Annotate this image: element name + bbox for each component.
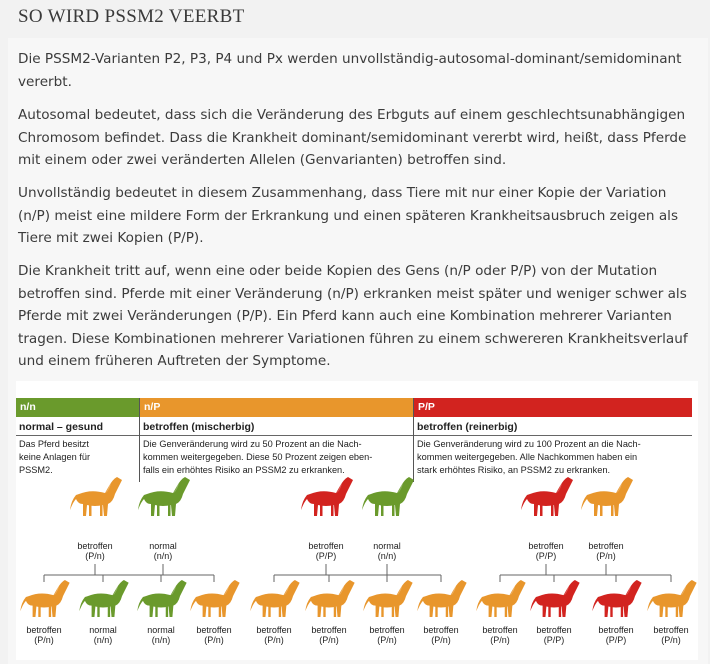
offspring-genotype: (n/n)	[151, 635, 171, 645]
offspring-label: betroffen	[653, 625, 689, 635]
parent-label: normal	[373, 541, 401, 551]
horse-icon	[190, 580, 239, 617]
horse-icon	[138, 477, 190, 516]
desc-line: Das Pferd besitzt	[19, 439, 89, 449]
parent-genotype: (P/n)	[596, 551, 616, 561]
desc-line: keine Anlagen für	[19, 452, 91, 462]
offspring-genotype: (n/n)	[93, 635, 113, 645]
horse-icon	[647, 580, 696, 617]
parent-label: betroffen	[588, 541, 624, 551]
desc-line: kommen weitergegeben. Diese 50 Prozent zeigen eben-	[143, 452, 373, 462]
offspring-genotype: (P/n)	[431, 635, 451, 645]
parent-genotype: (P/P)	[535, 551, 557, 561]
offspring-genotype: (P/n)	[34, 635, 54, 645]
header-np: n/P	[140, 398, 413, 417]
desc-line: Die Genveränderung wird zu 50 Prozent an die Nach-	[143, 439, 362, 449]
offspring-genotype: (P/n)	[490, 635, 510, 645]
horse-icon	[70, 477, 122, 516]
horse-icon	[581, 477, 633, 516]
offspring-genotype: (P/P)	[605, 635, 627, 645]
paragraph-4: Die Krankheit tritt auf, wenn eine oder beide Kopien des Gens (n/P oder P/P) von der Mutation betroffen sind. Pferde mit einer Veränderung (n/P) erkranken meist später und weniger schwer als Pferde mit zwei Veränderungen (P/P). Ein Pferd kann auch eine Kombination mehrerer Varianten tragen. Diese Kombinationen mehrerer Variationen führen zu einem schwereren Krankheitsverlauf und einem früheren Auftreten der Symptome.	[18, 263, 688, 369]
offspring-genotype: (P/n)	[661, 635, 681, 645]
horse-icon	[362, 477, 414, 516]
parent-label: betroffen	[308, 541, 344, 551]
offspring-label: betroffen	[196, 625, 232, 635]
offspring-genotype: (P/n)	[319, 635, 339, 645]
horse-icon	[305, 580, 354, 617]
inheritance-infographic	[16, 381, 698, 660]
parent-genotype: (P/n)	[85, 551, 105, 561]
paragraph-3: Unvollständig bedeutet in diesem Zusammenhang, dass Tiere mit nur einer Kopie der Variation (n/P) meist eine mildere Form der Erkrankung und einen späteren Krankheitsausbruch zeigen als Tiere mit zwei Kopien (P/P).	[18, 185, 679, 246]
horse-icon	[521, 477, 573, 516]
header-pp: P/P	[414, 398, 692, 417]
parent-label: betroffen	[77, 541, 113, 551]
horse-icon	[301, 477, 353, 516]
horse-icon	[363, 580, 412, 617]
subtitle-np: betroffen (mischerbig)	[140, 418, 413, 436]
parent-label: betroffen	[528, 541, 564, 551]
desc-line: stark erhöhtes Risiko, an PSSM2 zu erkranken.	[417, 465, 611, 475]
parent-label: normal	[149, 541, 177, 551]
horse-icon	[592, 580, 641, 617]
subtitle-nn: normal – gesund	[16, 418, 139, 436]
horse-icon	[250, 580, 299, 617]
horse-icon	[417, 580, 466, 617]
offspring-label: betroffen	[598, 625, 634, 635]
horse-icon	[20, 580, 69, 617]
paragraph-1: Die PSSM2-Varianten P2, P3, P4 und Px werden unvollständig-autosomal-dominant/semidominant vererbt.	[18, 51, 682, 90]
offspring-label: betroffen	[311, 625, 347, 635]
horse-icon	[137, 580, 186, 617]
offspring-label: betroffen	[256, 625, 292, 635]
offspring-label: betroffen	[482, 625, 518, 635]
offspring-genotype: (P/n)	[377, 635, 397, 645]
horse-icon	[476, 580, 525, 617]
offspring-label: betroffen	[26, 625, 62, 635]
offspring-label: betroffen	[423, 625, 459, 635]
offspring-genotype: (P/P)	[543, 635, 565, 645]
desc-line: PSSM2.	[19, 465, 53, 475]
parent-genotype: (n/n)	[153, 551, 173, 561]
parent-genotype: (n/n)	[377, 551, 397, 561]
offspring-label: normal	[147, 625, 175, 635]
header-nn: n/n	[16, 398, 139, 417]
parent-genotype: (P/P)	[315, 551, 337, 561]
inheritance-trees	[16, 381, 698, 660]
desc-line: kommen weitergegeben. Alle Nachkommen haben ein	[417, 452, 638, 462]
offspring-genotype: (P/n)	[204, 635, 224, 645]
horse-icon	[79, 580, 128, 617]
offspring-label: betroffen	[369, 625, 405, 635]
desc-line: falls ein erhöhtes Risiko an PSSM2 zu erkranken.	[143, 465, 345, 475]
page-title: SO WIRD PSSM2 VEERBT	[18, 6, 245, 27]
subtitle-pp: betroffen (reinerbig)	[414, 418, 692, 436]
paragraph-2: Autosomal bedeutet, dass sich die Veränderung des Erbguts auf einem geschlechtsunabhängigen Chromosom befindet. Dass die Krankheit dominant/semidominant vererbt wird, heißt, dass Pferde mit einem oder zwei veränderten Allelen (Genvarianten) betroffen sind.	[18, 107, 687, 168]
desc-line: Die Genveränderung wird zu 100 Prozent an die Nach-	[417, 439, 641, 449]
offspring-genotype: (P/n)	[264, 635, 284, 645]
offspring-label: normal	[89, 625, 117, 635]
offspring-label: betroffen	[536, 625, 572, 635]
horse-icon	[530, 580, 579, 617]
